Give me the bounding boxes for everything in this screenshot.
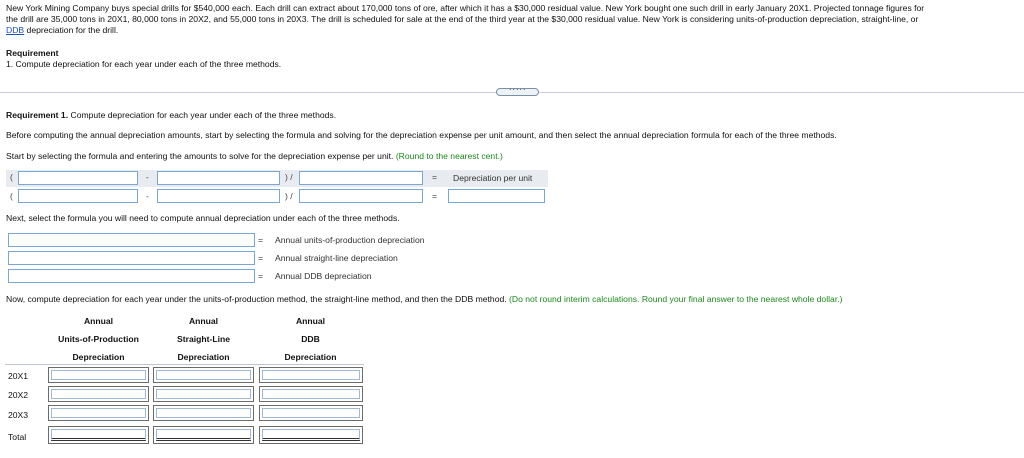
formula-row-1-minus: - — [146, 172, 149, 182]
problem-text-line-3-rest: depreciation for the drill. — [24, 25, 119, 35]
depreciation-per-unit-label: Depreciation per unit — [453, 173, 533, 183]
formula-row-2-field-c[interactable] — [299, 189, 423, 203]
requirement-heading: Requirement — [6, 48, 59, 58]
req1-intro: Before computing the annual depreciation amounts, start by selecting the formula and solving for the depreciation expense per unit amount, and then select the annual depreciation formula for each of the three methods. — [6, 130, 837, 140]
annual-uop-label: Annual units-of-production depreciation — [275, 235, 425, 245]
problem-text-line-3 — [6, 25, 118, 36]
uop-20x1-input[interactable] — [48, 367, 149, 383]
now-hint: (Do not round interim calculations. Round your final answer to the nearest whole dollar.) — [506, 294, 843, 304]
formula-row-2-close-divide: ) / — [285, 191, 293, 201]
formula-row-2-field-a[interactable] — [18, 189, 138, 203]
annual-sl-formula-select[interactable] — [8, 251, 255, 265]
annual-ddb-equals: = — [258, 271, 264, 281]
requirement-item: 1. Compute depreciation for each year under each of the three methods. — [6, 59, 282, 69]
annual-uop-equals: = — [258, 235, 264, 245]
formula-row-2-minus: - — [146, 191, 149, 201]
formula-row-1-open-paren: ( — [10, 172, 13, 182]
col-header-ddb: Annual DDB Depreciation — [284, 316, 337, 362]
annual-sl-label: Annual straight-line depreciation — [275, 253, 398, 263]
ddb-20x2-input[interactable] — [259, 386, 363, 402]
formula-row-2-equals: = — [432, 191, 438, 201]
row-label-20x3: 20X3 — [8, 410, 29, 420]
start-instruction: Start by selecting the formula and entering the amounts to solve for the depreciation expense per unit. — [6, 151, 394, 161]
next-instruction: Next, select the formula you will need to compute annual depreciation under each of the three methods. — [6, 213, 400, 223]
uop-20x3-input[interactable] — [48, 405, 149, 421]
uop-20x2-input[interactable] — [48, 386, 149, 402]
col-header-units-of-production: Annual Units-of-Production Depreciation — [58, 316, 139, 362]
annual-uop-formula-select[interactable] — [8, 233, 255, 247]
formula-row-1-field-b[interactable] — [157, 171, 280, 185]
annual-ddb-formula-select[interactable] — [8, 269, 255, 283]
formula-row-2-open-paren: ( — [10, 191, 13, 201]
formula-row-2-field-b[interactable] — [157, 189, 280, 203]
req1-heading-label: Requirement 1. — [6, 110, 69, 120]
problem-text-line-1: New York Mining Company buys special drills for $540,000 each. Each drill can extract about 170,000 tons of ore, after which it has a $30,000 residual value. New York bought one such drill in early January 20X1. Projected tonnage figures for — [6, 3, 925, 13]
formula-row-1-close-divide: ) / — [285, 172, 293, 182]
req1-heading — [6, 110, 336, 121]
ddb-total-input[interactable] — [259, 426, 363, 444]
depreciation-per-unit-input[interactable] — [448, 189, 545, 203]
ddb-glossary-link[interactable]: DDB — [6, 25, 25, 35]
ddb-20x1-input[interactable] — [259, 367, 363, 383]
sl-20x3-input[interactable] — [153, 405, 254, 421]
sl-total-input[interactable] — [153, 426, 254, 444]
row-label-20x2: 20X2 — [8, 390, 29, 400]
formula-row-1-field-a[interactable] — [18, 171, 138, 185]
annual-sl-equals: = — [258, 253, 264, 263]
start-hint: (Round to the nearest cent.) — [393, 151, 503, 161]
col-header-straight-line: Annual Straight-Line Depreciation — [177, 316, 230, 362]
problem-text-line-2: the drill are 35,000 tons in 20X1, 80,000 tons in 20X2, and 55,000 tons in 20X3. The drill is scheduled for sale at the end of the third year at the $30,000 residual value. New York is considering units-of-production depreciation, straight-line, or — [6, 14, 919, 24]
req1-heading-text: Compute depreciation for each year under each of the three methods. — [68, 110, 337, 120]
formula-row-1-field-c[interactable] — [299, 171, 423, 185]
sl-20x2-input[interactable] — [153, 386, 254, 402]
formula-row-1-equals: = — [432, 172, 438, 182]
table-header-divider — [5, 364, 364, 365]
req1-start-text — [6, 151, 503, 162]
sl-20x1-input[interactable] — [153, 367, 254, 383]
expand-ellipsis-button[interactable]: ····· — [496, 88, 539, 96]
row-label-20x1: 20X1 — [8, 371, 29, 381]
annual-ddb-label: Annual DDB depreciation — [275, 271, 372, 281]
ddb-20x3-input[interactable] — [259, 405, 363, 421]
now-instruction-text: Now, compute depreciation for each year under the units-of-production method, the straight-line method, and then the DDB method. — [6, 294, 507, 304]
row-label-total: Total — [8, 432, 27, 442]
now-instruction — [6, 294, 842, 305]
uop-total-input[interactable] — [48, 426, 149, 444]
